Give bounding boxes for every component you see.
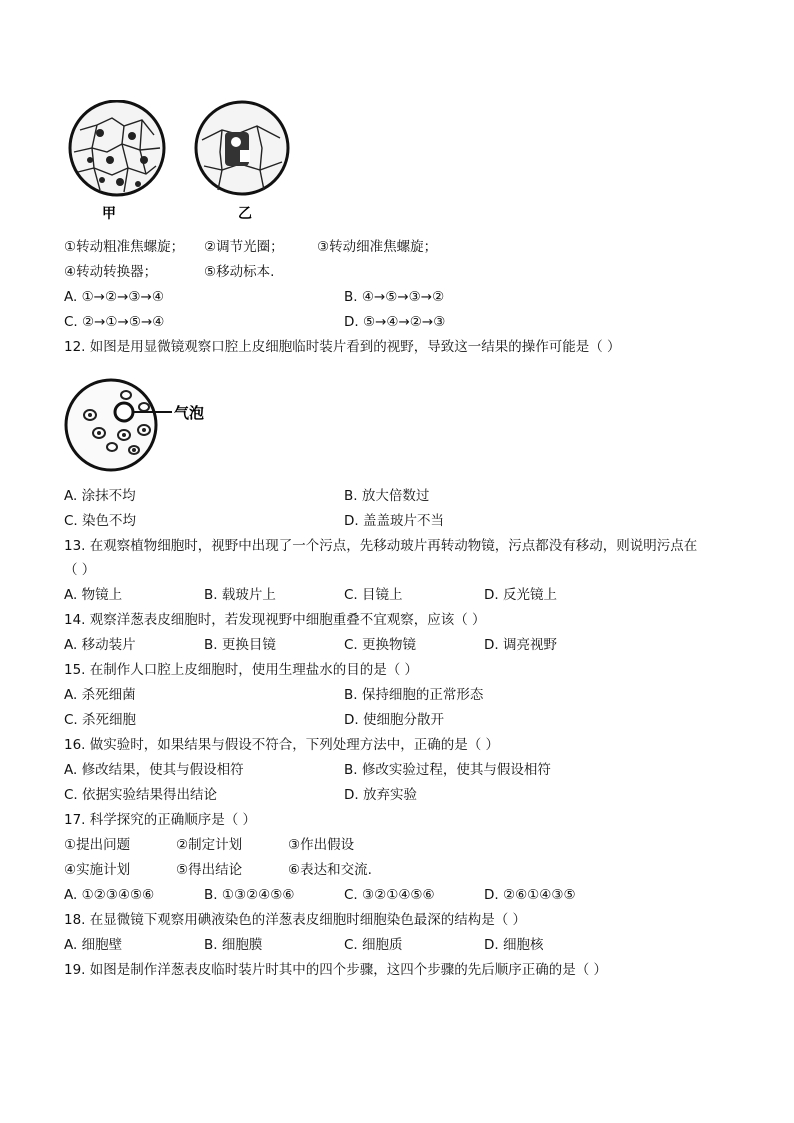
- q18-option-c[interactable]: C. 细胞质: [344, 937, 403, 953]
- q17-step-4: ④实施计划: [64, 862, 131, 878]
- q12-option-c[interactable]: C. 染色不均: [64, 513, 137, 529]
- q15-option-c[interactable]: C. 杀死细胞: [64, 712, 137, 728]
- q11-option-b[interactable]: B. ④→⑤→③→②: [344, 289, 445, 305]
- q17-option-c[interactable]: C. ③②①④⑤⑥: [344, 887, 435, 903]
- q11-step-1: ①转动粗准焦螺旋；: [64, 239, 185, 255]
- label-jia: 甲: [102, 206, 116, 222]
- q17-option-a[interactable]: A. ①②③④⑤⑥: [64, 887, 155, 903]
- q11-step-4: ④转动转换器；: [64, 264, 158, 280]
- q11-step-3: ③转动细准焦螺旋；: [317, 239, 438, 255]
- q11-option-c[interactable]: C. ②→①→⑤→④: [64, 314, 165, 330]
- q13-stem: 13. 在观察植物细胞时，视野中出现了一个污点，先移动玻片再转动物镜，污点都没有移动，则说明污点在: [64, 538, 698, 554]
- q13-option-d[interactable]: D. 反光镜上: [484, 587, 557, 603]
- q15-option-d[interactable]: D. 使细胞分散开: [344, 712, 444, 728]
- q12-option-b[interactable]: B. 放大倍数过: [344, 488, 430, 504]
- figure-microscope-views: [62, 100, 312, 225]
- q17-step-1: ①提出问题: [64, 837, 131, 853]
- q16-option-d[interactable]: D. 放弃实验: [344, 787, 417, 803]
- q12-option-a[interactable]: A. 涂抹不均: [64, 488, 136, 504]
- q15-option-a[interactable]: A. 杀死细菌: [64, 687, 136, 703]
- bubble-label: 气泡: [174, 404, 205, 422]
- q16-option-c[interactable]: C. 依据实验结果得出结论: [64, 787, 218, 803]
- q11-step-2: ②调节光圈；: [204, 239, 284, 255]
- bubble-view-drawing: [64, 375, 224, 475]
- q11-steps-line1: [64, 238, 438, 256]
- q19-stem: 19. 如图是制作洋葱表皮临时装片时其中的四个步骤，这四个步骤的先后顺序正确的是（ ）: [64, 962, 608, 978]
- q13-option-a[interactable]: A. 物镜上: [64, 587, 123, 603]
- q14-stem: 14. 观察洋葱表皮细胞时，若发现视野中细胞重叠不宜观察，应该（ ）: [64, 612, 486, 628]
- q14-option-b[interactable]: B. 更换目镜: [204, 637, 276, 653]
- q18-stem: 18. 在显微镜下观察用碘液染色的洋葱表皮细胞时细胞染色最深的结构是（ ）: [64, 912, 527, 928]
- q15-stem: 15. 在制作人口腔上皮细胞时，使用生理盐水的目的是（ ）: [64, 662, 419, 678]
- microscope-views-drawing: [62, 100, 312, 225]
- q17-steps-line1: [64, 836, 355, 854]
- q18-option-b[interactable]: B. 细胞膜: [204, 937, 263, 953]
- q13-option-c[interactable]: C. 目镜上: [344, 587, 403, 603]
- q17-step-2: ②制定计划: [176, 837, 243, 853]
- q14-option-d[interactable]: D. 调亮视野: [484, 637, 557, 653]
- q14-option-a[interactable]: A. 移动装片: [64, 637, 136, 653]
- q17-step-3: ③作出假设: [288, 837, 355, 853]
- q17-stem: 17. 科学探究的正确顺序是（ ）: [64, 812, 257, 828]
- q11-step-5: ⑤移动标本.: [204, 264, 275, 280]
- q13-stem-continued: （ ）: [64, 562, 96, 578]
- q11-option-d[interactable]: D. ⑤→④→②→③: [344, 314, 446, 330]
- q13-option-b[interactable]: B. 载玻片上: [204, 587, 276, 603]
- label-yi: 乙: [238, 206, 252, 222]
- q16-stem: 16. 做实验时，如果结果与假设不符合，下列处理方法中，正确的是（ ）: [64, 737, 500, 753]
- q15-option-b[interactable]: B. 保持细胞的正常形态: [344, 687, 484, 703]
- figure-bubble-view: [64, 375, 224, 475]
- q12-stem: 12. 如图是用显微镜观察口腔上皮细胞临时装片看到的视野，导致这一结果的操作可能是（ ）: [64, 339, 621, 355]
- q17-step-6: ⑥表达和交流.: [288, 862, 372, 878]
- q17-step-5: ⑤得出结论: [176, 862, 243, 878]
- q18-option-d[interactable]: D. 细胞核: [484, 937, 544, 953]
- q11-option-a[interactable]: A. ①→②→③→④: [64, 289, 164, 305]
- q12-option-d[interactable]: D. 盖盖玻片不当: [344, 513, 444, 529]
- q16-option-b[interactable]: B. 修改实验过程，使其与假设相符: [344, 762, 551, 778]
- q11-steps-line2: [64, 263, 275, 281]
- q18-option-a[interactable]: A. 细胞壁: [64, 937, 123, 953]
- q17-option-b[interactable]: B. ①③②④⑤⑥: [204, 887, 295, 903]
- q17-steps-line2: [64, 861, 372, 879]
- q14-option-c[interactable]: C. 更换物镜: [344, 637, 417, 653]
- q16-option-a[interactable]: A. 修改结果，使其与假设相符: [64, 762, 244, 778]
- q17-option-d[interactable]: D. ②⑥①④③⑤: [484, 887, 576, 903]
